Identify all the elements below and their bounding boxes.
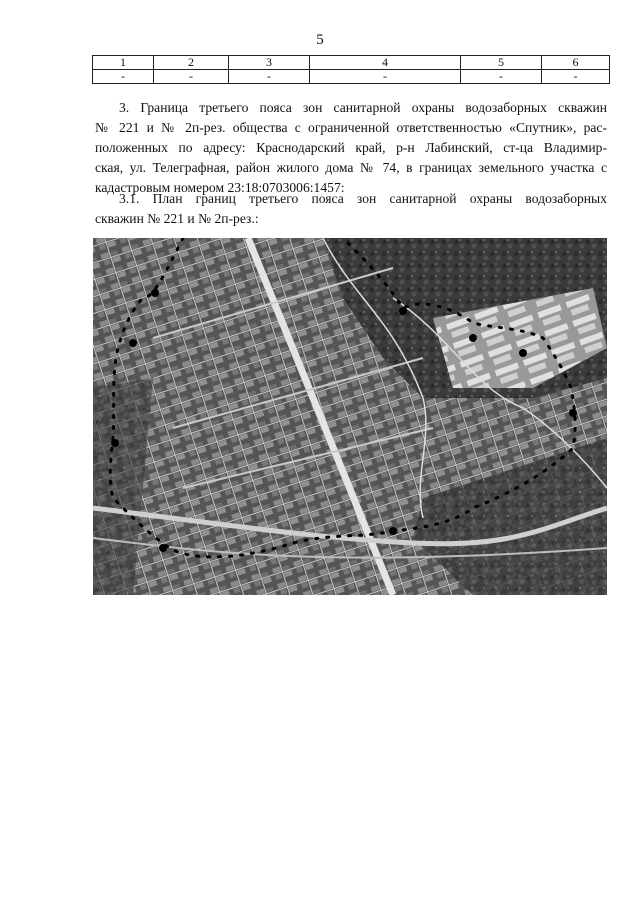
table-header-cell: 4 [310, 56, 461, 70]
table-cell: - [93, 70, 154, 84]
aerial-map-drawing [93, 238, 607, 595]
paragraph-boundary-description [95, 98, 607, 198]
text-line: 3.1. План границ третьего пояса зон санитарной охраны водозаборных [119, 191, 607, 206]
text-line: 3. Граница третьего пояса зон санитарной охраны водозаборных скважин [119, 100, 607, 115]
table-header-cell: 2 [154, 56, 229, 70]
table-cell: - [542, 70, 610, 84]
text-line: № 221 и № 2п-рез. общества с ограниченной ответственностью «Спутник», рас- [95, 120, 607, 135]
table-cell: - [461, 70, 542, 84]
table-header-cell: 6 [542, 56, 610, 70]
aerial-map-image [93, 238, 607, 595]
page-number: 5 [316, 32, 324, 48]
paragraph-plan-title [95, 189, 607, 229]
table-cell: - [310, 70, 461, 84]
text-line: кадастровым номером 23:18:0703006:1457: [95, 180, 345, 195]
table-row [93, 70, 610, 84]
text-line: ская, ул. Телеграфная, район жилого дома № 74, в границах земельного участка с [95, 160, 607, 175]
table-header-cell: 5 [461, 56, 542, 70]
table-header-cell: 3 [229, 56, 310, 70]
text-line: положенных по адресу: Краснодарский край, р-н Лабинский, ст-ца Владимир- [95, 140, 607, 155]
table-cell: - [229, 70, 310, 84]
table-header-row [93, 56, 610, 70]
table-header-cell: 1 [93, 56, 154, 70]
table-cell: - [154, 70, 229, 84]
text-line: скважин № 221 и № 2п-рез.: [95, 211, 259, 226]
header-table [92, 55, 610, 84]
